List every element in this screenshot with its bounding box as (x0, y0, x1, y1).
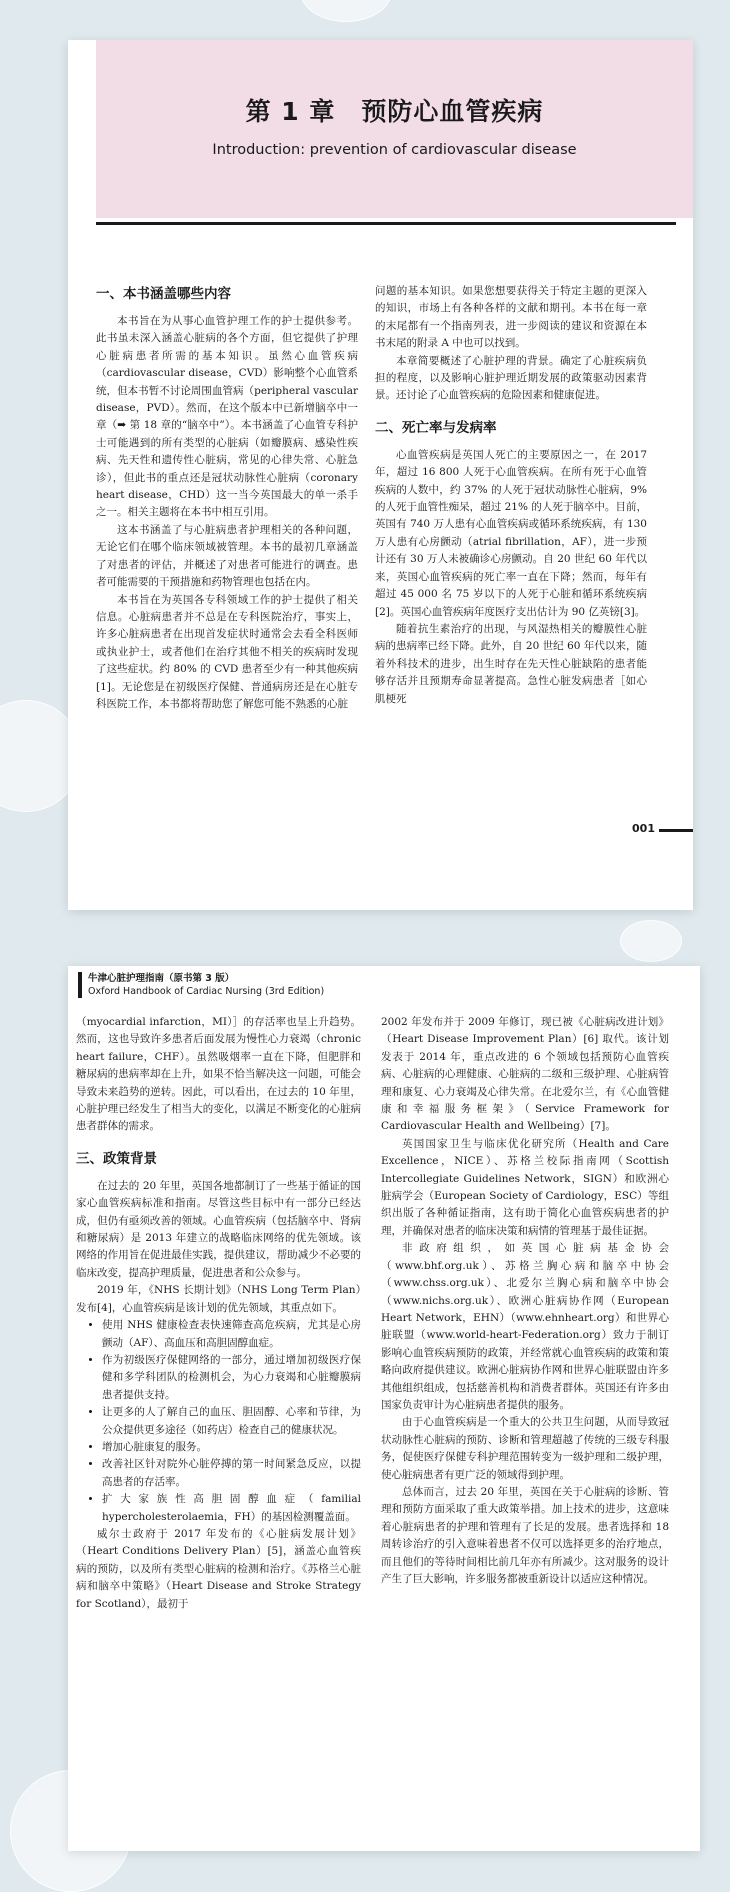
paragraph: 非政府组织，如英国心脏病基金协会（www.bhf.org.uk）、苏格兰胸心病和脑卒中协会（www.chss.org.uk）、北爱尔兰胸心病和脑卒中协会（www.nichs.org.uk）、欧洲心脏病协作网（European Heart Network，EHN）（www.ehnheart.org）和世界心脏联盟（www.world-heart-Federation.org）致力于制订影响心血管疾病预防的政策，并经常就心血管疾病的政策和策略向政府提供建议。欧洲心脏病协作网和世界心脏联盟由许多其他组织组成，包括慈善机构和消费者群体。英国还有许多由国家负责审计为心脏病患者提供的服务。 (381, 1242, 669, 1411)
paragraph: 总体而言，过去 20 年里，英国在关于心脏病的诊断、管理和预防方面采取了重大政策举措。加上技术的进步，这意味着心脏病患者的护理和管理有了长足的发展。患者选择和 18 周转诊治疗的引入意味着患者不仅可以选择更多的治疗地点，而且他们的等待时间相比前几年亦有所减少。这对服务的设计产生了巨大影响，许多服务都被重新设计以适应这种情况。 (381, 1485, 669, 1585)
running-head-title-en: Oxford Handbook of Cardiac Nursing (3rd Edition) (88, 986, 325, 997)
bullet-item: • 改善社区针对院外心脏停搏的第一时间紧急反应，以提高患者的存活率。 (102, 1456, 361, 1491)
left-column (76, 1014, 361, 1613)
paragraph: 由于心血管疾病是一个重大的公共卫生问题，从而导致冠状动脉性心脏病的预防、诊断和管理超越了传统的三级专科服务，促使医疗保健专科护理范围转变为一级护理和二级护理，使心脏病患者有更广泛的领域得到护理。 (381, 1416, 669, 1481)
bullet-item: • 扩大家族性高胆固醇血症（familial hypercholesterolaemia，FH）的基因检测覆盖面。 (102, 1491, 361, 1526)
bullet-item: • 让更多的人了解自己的血压、胆固醇、心率和节律，为公众提供更多途径（如药店）检查自己的健康状况。 (102, 1404, 361, 1439)
paragraph: 问题的基本知识。如果您想要获得关于特定主题的更深入的知识，市场上有各种各样的文献和期刊。本书在每一章的末尾都有一个指南列表，进一步阅读的建议和资源在本书末尾的附录 A 中也可以找到。 (375, 285, 647, 350)
bullet-list (76, 1317, 361, 1526)
paragraph: 随着抗生素治疗的出现，与风湿热相关的瓣膜性心脏病的患病率已经下降。此外，自 20 世纪 60 年代以来，随着外科技术的进步，出生时存在先天性心脏缺陷的患者能够存活并且预期寿命显著提高。急性心脏发病患者［如心肌梗死 (375, 622, 647, 705)
bullet-item: • 作为初级医疗保健网络的一部分，通过增加初级医疗保健和多学科团队的检测机会，为心力衰竭和心脏瓣膜病患者提供支持。 (102, 1352, 361, 1404)
section-heading: 三、政策背景 (76, 1150, 157, 1167)
section-heading: 一、本书涵盖哪些内容 (96, 286, 231, 302)
book-page-2 (68, 966, 700, 1851)
book-page-1 (68, 40, 693, 910)
chapter-title: 第 1 章 预防心血管疾病 (245, 97, 544, 126)
bullet-item: • 使用 NHS 健康检查表快速筛查高危疾病，尤其是心房颤动（AF）、高血压和高胆固醇血症。 (102, 1317, 361, 1352)
header-rule (96, 222, 676, 225)
paragraph: 这本书涵盖了与心脏病患者护理相关的各种问题，无论它们在哪个临床领域被管理。本书的最初几章涵盖了对患者的评估，并概述了对患者可能进行的调查。患者可能需要的干预措施和药物管理也包括在内。 (96, 523, 358, 589)
running-head-title-cn: 牛津心脏护理指南（原书第 3 版） (88, 973, 235, 984)
running-head (78, 972, 324, 998)
paragraph: 本章简要概述了心脏护理的背景。确定了心脏疾病负担的程度，以及影响心脏护理近期发展的政策驱动因素背景。还讨论了心血管疾病的危险因素和健康促进。 (375, 354, 647, 402)
paragraph: 威尔士政府于 2017 年发布的《心脏病发展计划》（Heart Conditions Delivery Plan）[5]，涵盖心血管疾病的预防，以及所有类型心脏病的检测和治疗。《苏格兰心脏病和脑卒中策略》（Heart Disease and Stroke Strategy for Scotland），最初于 (76, 1527, 361, 1610)
section-heading: 二、死亡率与发病率 (375, 419, 497, 436)
left-column (96, 283, 358, 713)
paragraph: 2002 年发布并于 2009 年修订，现已被《心脏病改进计划》（Heart Disease Improvement Plan）[6] 取代。该计划发表于 2014 年，重点改进的 6 个领域包括预防心血管疾病、心脏病的心理健康、心脏病的二级和三级护理、心脏病管理和康复、心力衰竭及心律失常。在北爱尔兰，有《心血管健康和幸福服务框架》（Service Framework for Cardiovascular Health and Wellbeing）[7]。 (381, 1016, 669, 1133)
paragraph: 2019 年，《NHS 长期计划》（NHS Long Term Plan）发布[4]，心血管疾病是该计划的优先领域，其重点如下。 (76, 1284, 361, 1314)
right-column (381, 1014, 669, 1588)
page-number-bar (659, 829, 693, 832)
right-column (375, 283, 647, 708)
paragraph: （myocardial infarction，MI）］的存活率也呈上升趋势。然而，这也导致许多患者后面发展为慢性心力衰竭（chronic heart failure，CHF）。虽然吸烟率一直在下降，但肥胖和糖尿病的患病率却在上升，如果不恰当解决这一问题，可能会导致未来趋势的逆转。因此，可以看出，在过去的 10 年里，心脏护理已经发生了相当大的变化，以满足不断变化的心脏病患者群体的需求。 (76, 1016, 361, 1133)
background-bubble (300, 0, 392, 22)
chapter-subtitle: Introduction: prevention of cardiovascular disease (212, 142, 577, 158)
paragraph: 英国国家卫生与临床优化研究所（Health and Care Excellence，NICE）、苏格兰校际指南网（Scottish Intercollegiate Guidelines Network，SIGN）和欧洲心脏病学会（European Society of Cardiology，ESC）等组织出版了各种循证指南，这有助于简化心血管疾病患者的护理，并确保对患者的临床决策和病情的管理基于最佳证据。 (381, 1137, 669, 1237)
bullet-item: • 增加心脏康复的服务。 (102, 1439, 361, 1456)
page-number: 001 (632, 822, 655, 835)
paragraph: 本书旨在为从事心血管护理工作的护士提供参考。此书虽未深入涵盖心脏病的各个方面，但它提供了护理心脏病患者所需的基本知识。虽然心血管疾病（cardiovascular disease，CVD）影响整个心血管系统，但本书暂不讨论周围血管病（peripheral vascular disease，PVD）。然而，在这个版本中已新增脑卒中一章（➡ 第 18 章的“脑卒中”）。本书涵盖了心血管专科护士可能遇到的所有类型的心脏病（如瓣膜病、感染性疾病、先天性和遗传性心脏病，常见的心律失常、心脏急诊），但此书的重点还是冠状动脉性心脏病（coronary heart disease，CHD）这一当今英国最大的单一杀手之一。相关主题将在本书中相互引用。 (96, 315, 358, 519)
chapter-header-band (96, 40, 693, 218)
background-bubble (620, 920, 682, 962)
paragraph: 本书旨在为英国各专科领域工作的护士提供了相关信息。心脏病患者并不总是在专科医院治疗，事实上，许多心脏病患者在出现首发症状时通常会去看全科医师或执业护士，或者他们在治疗其他不相关的疾病时发现了这些症状。约 80% 的 CVD 患者至少有一种其他疾病[1]。无论您是在初级医疗保健、普通病房还是在心脏专科医院工作，本书都将帮助您了解您可能不熟悉的心脏 (96, 593, 358, 710)
paragraph: 在过去的 20 年里，英国各地都制订了一些基于循证的国家心血管疾病标准和指南。尽管这些目标中有一部分已经达成，但仍有亟须改善的领域。心血管疾病（包括脑卒中、肾病和糖尿病）是 2013 年建立的战略临床网络的优先领域。该网络的作用旨在促进最佳实践，提供建议，帮助减少不必要的临床改变，提高护理质量，促进患者和公众参与。 (76, 1179, 361, 1279)
paragraph: 心血管疾病是英国人死亡的主要原因之一，在 2017 年，超过 16 800 人死于心血管疾病。在所有死于心血管疾病的人数中，约 37% 的人死于冠状动脉性心脏病，9% 的人死于血管性痴呆，超过 21% 的人死于脑卒中。目前，英国有 740 万人患有心血管疾病或循环系统疾病，有 130 万人患有心房颤动（atrial fibrillation，AF），进一步预计还有 30 万人未被确诊心房颤动。自 20 世纪 60 年代以来，英国心血管疾病的死亡率一直在下降；然而，每年有超过 45 000 名 75 岁以下的人死于心脏和循环系统疾病[2]。英国心血管疾病年度医疗支出估计为 90 亿英镑[3]。 (375, 448, 647, 618)
